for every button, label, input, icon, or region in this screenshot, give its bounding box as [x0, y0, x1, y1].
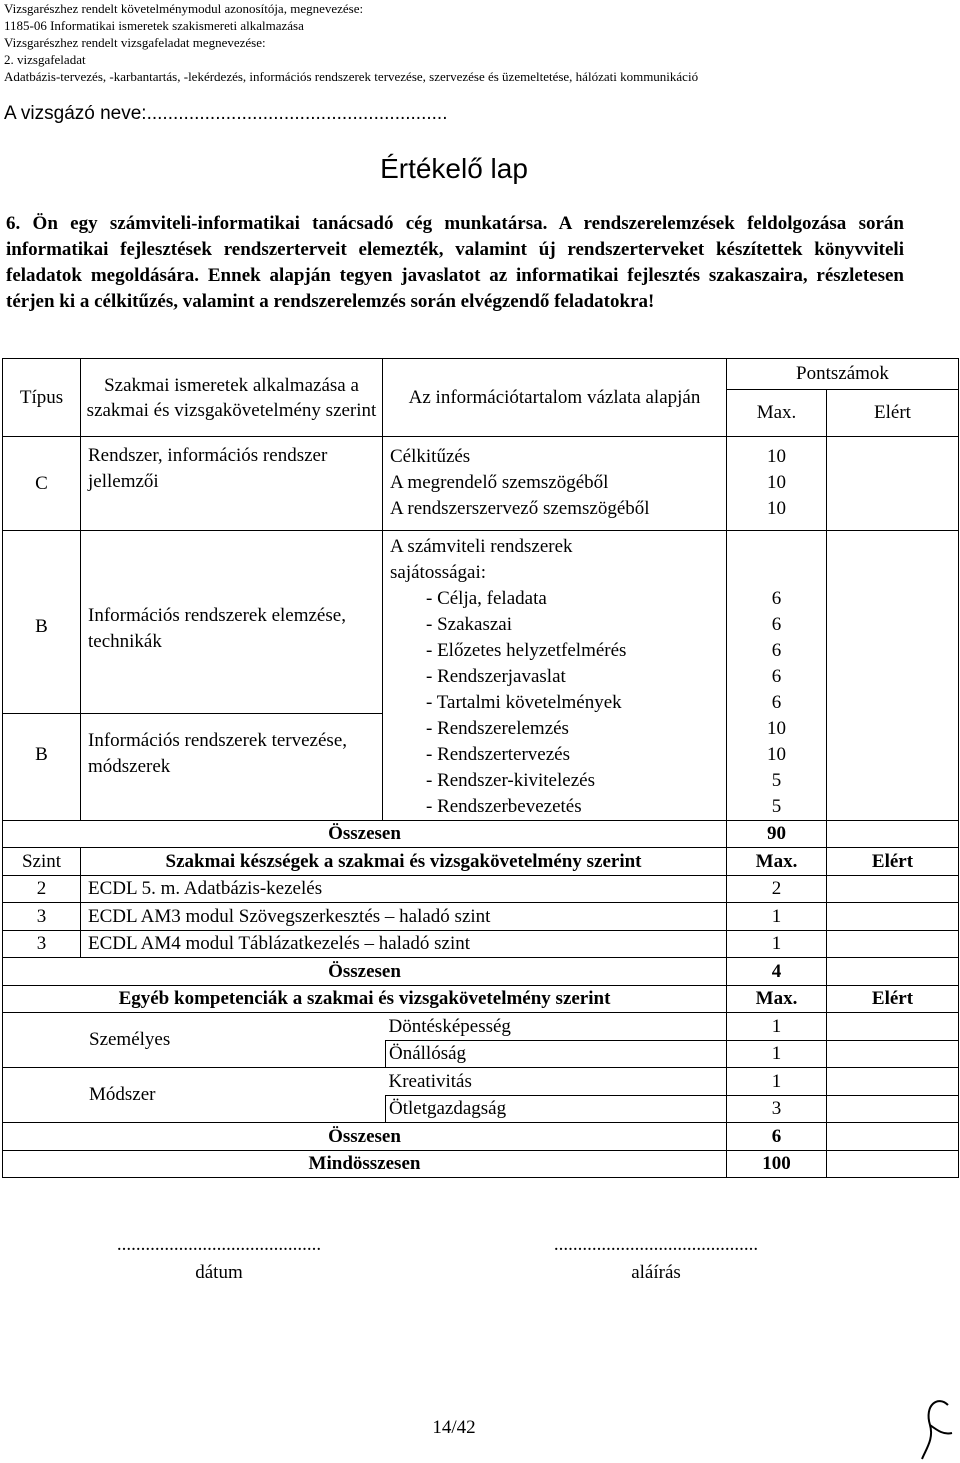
type-cell: B [3, 531, 81, 714]
max-value: 5 [771, 796, 782, 817]
skills-header: Szakmai készségek a szakmai és vizsgakövetelmény szerint [81, 848, 727, 876]
points-header: Pontszámok [727, 359, 959, 390]
competency-max: 1 [727, 1013, 827, 1041]
skill-text: ECDL 5. m. Adatbázis-kezelés [81, 876, 727, 903]
type-cell: C [3, 437, 81, 531]
achieved-cell[interactable] [827, 531, 959, 821]
header-line: 2. vizsgafeladat [4, 52, 86, 67]
outline-item: - Rendszertervezés [426, 744, 571, 765]
skill-text: ECDL AM4 modul Táblázatkezelés – haladó szint [81, 931, 727, 958]
skill-text: ECDL AM3 modul Szövegszerkesztés – haladó szint [81, 903, 727, 931]
knowledge-header: Szakmai ismeretek alkalmazása a szakmai és vizsgakövetelmény szerint [81, 359, 383, 437]
max-value: 6 [771, 614, 782, 635]
date-label: dátum [195, 1262, 243, 1283]
outline-item: A rendszerszervező szemszögéből [390, 498, 650, 519]
document-header [4, 0, 698, 85]
other-total-label: Összesen [3, 1123, 727, 1151]
outline-item: - Rendszerbevezetés [426, 796, 582, 817]
handwritten-signature [918, 1395, 956, 1463]
candidate-name-field: A vizsgázó neve:......................................................... [4, 103, 448, 124]
date-dots: ........................................... [116, 1234, 322, 1255]
task-description: 6. Ön egy számviteli-informatikai tanácsadó cég munkatársa. A rendszerelemzések feldolgozása során informatikai fejlesztések rendszerterveit elemezték, valamint új rendszerterveket készítettek könyvviteli feladatok megoldására. Ennek alapján tegyen javaslatot az informatikai fejlesztés szakaszaira, részletesen térjen ki a célkitűzés, valamint a rendszerelemzés során elvégzendő feladatokra! [6, 213, 904, 312]
level-cell: 2 [3, 876, 81, 903]
competency-achieved[interactable] [827, 1013, 959, 1041]
other-total-max: 6 [727, 1123, 827, 1151]
knowledge-total-label: Összesen [3, 821, 727, 848]
knowledge-area: Rendszer, információs rendszer jellemzői [81, 437, 383, 531]
outline-item: - Szakaszai [426, 614, 512, 635]
knowledge-total-achieved[interactable] [827, 821, 959, 848]
outline-item: - Rendszer-kivitelezés [426, 770, 595, 791]
outline-item: - Tartalmi követelmények [426, 692, 622, 713]
competency-item: Ötletgazdagság [386, 1096, 727, 1123]
outline-item: - Célja, feladata [426, 588, 547, 609]
outline-header: Az információtartalom vázlata alapján [383, 359, 727, 437]
max-value: 10 [767, 498, 786, 519]
max-value: 10 [767, 472, 786, 493]
max-value: 10 [767, 744, 786, 765]
level-cell: 3 [3, 931, 81, 958]
competency-max: 1 [727, 1041, 827, 1068]
skill-max: 1 [727, 931, 827, 958]
max-value: 6 [771, 692, 782, 713]
competency-item: Önállóság [386, 1041, 727, 1068]
signature-block [524, 1231, 788, 1287]
signature-dots: ........................................... [553, 1234, 759, 1255]
skill-achieved[interactable] [827, 903, 959, 931]
page-title: Értékelő lap [380, 153, 528, 184]
skill-achieved[interactable] [827, 931, 959, 958]
signature-label: aláírás [631, 1262, 681, 1283]
max-header: Max. [727, 390, 827, 437]
competency-group: Módszer [3, 1068, 386, 1123]
scoring-table [2, 358, 959, 1178]
max-cell [727, 531, 827, 821]
level-cell: 3 [3, 903, 81, 931]
achieved-cell[interactable] [827, 437, 959, 531]
header-line: Adatbázis-tervezés, -karbantartás, -lekérdezés, információs rendszerek tervezése, szervezése és üzemeltetése, hálózati kommunikáció [4, 69, 699, 84]
outline-cell [383, 531, 727, 821]
competency-achieved[interactable] [827, 1068, 959, 1096]
other-total-achieved[interactable] [827, 1123, 959, 1151]
page-number: 14/42 [432, 1417, 476, 1438]
skills-max-header: Max. [727, 848, 827, 876]
type-header: Típus [3, 359, 81, 437]
competency-max: 3 [727, 1096, 827, 1123]
skills-total-achieved[interactable] [827, 958, 959, 986]
grand-total-max: 100 [727, 1151, 827, 1178]
skills-achieved-header: Elért [827, 848, 959, 876]
outline-item: - Rendszerjavaslat [426, 666, 566, 687]
max-value: 10 [767, 718, 786, 739]
knowledge-total-max: 90 [727, 821, 827, 848]
date-block [86, 1231, 352, 1287]
outline-item: A megrendelő szemszögéből [390, 472, 609, 493]
competency-achieved[interactable] [827, 1041, 959, 1068]
max-value: 5 [771, 770, 782, 791]
header-line: 1185-06 Informatikai ismeretek szakismereti alkalmazása [4, 18, 304, 33]
achieved-header: Elért [827, 390, 959, 437]
skill-achieved[interactable] [827, 876, 959, 903]
knowledge-area: Információs rendszerek tervezése, módszerek [81, 714, 383, 821]
skill-max: 2 [727, 876, 827, 903]
other-achieved-header: Elért [827, 986, 959, 1013]
header-line: Vizsgarészhez rendelt vizsgafeladat megnevezése: [4, 35, 266, 50]
outline-item: - Rendszerelemzés [426, 718, 569, 739]
type-cell: B [3, 714, 81, 821]
max-value: 6 [771, 666, 782, 687]
other-header: Egyéb kompetenciák a szakmai és vizsgakövetelmény szerint [3, 986, 727, 1013]
competency-max: 1 [727, 1068, 827, 1096]
competency-item: Kreativitás [386, 1068, 727, 1096]
skills-total-max: 4 [727, 958, 827, 986]
header-line: Vizsgarészhez rendelt követelménymodul azonosítója, megnevezése: [4, 1, 364, 16]
competency-group: Személyes [3, 1013, 386, 1068]
outline-item: Célkitűzés [390, 446, 471, 467]
max-value: 6 [771, 640, 782, 661]
skills-total-label: Összesen [3, 958, 727, 986]
skill-max: 1 [727, 903, 827, 931]
level-header: Szint [3, 848, 81, 876]
competency-item: Döntésképesség [386, 1013, 727, 1041]
grand-total-achieved[interactable] [827, 1151, 959, 1178]
max-cell [727, 437, 827, 531]
other-max-header: Max. [727, 986, 827, 1013]
grand-total-label: Mindösszesen [3, 1151, 727, 1178]
outline-intro: A számviteli rendszerek sajátosságai: [390, 536, 573, 583]
knowledge-area: Információs rendszerek elemzése, technikák [81, 531, 383, 714]
competency-achieved[interactable] [827, 1096, 959, 1123]
outline-cell [383, 437, 727, 531]
outline-item: - Előzetes helyzetfelmérés [426, 640, 627, 661]
max-value: 6 [771, 588, 782, 609]
max-value: 10 [767, 446, 786, 467]
